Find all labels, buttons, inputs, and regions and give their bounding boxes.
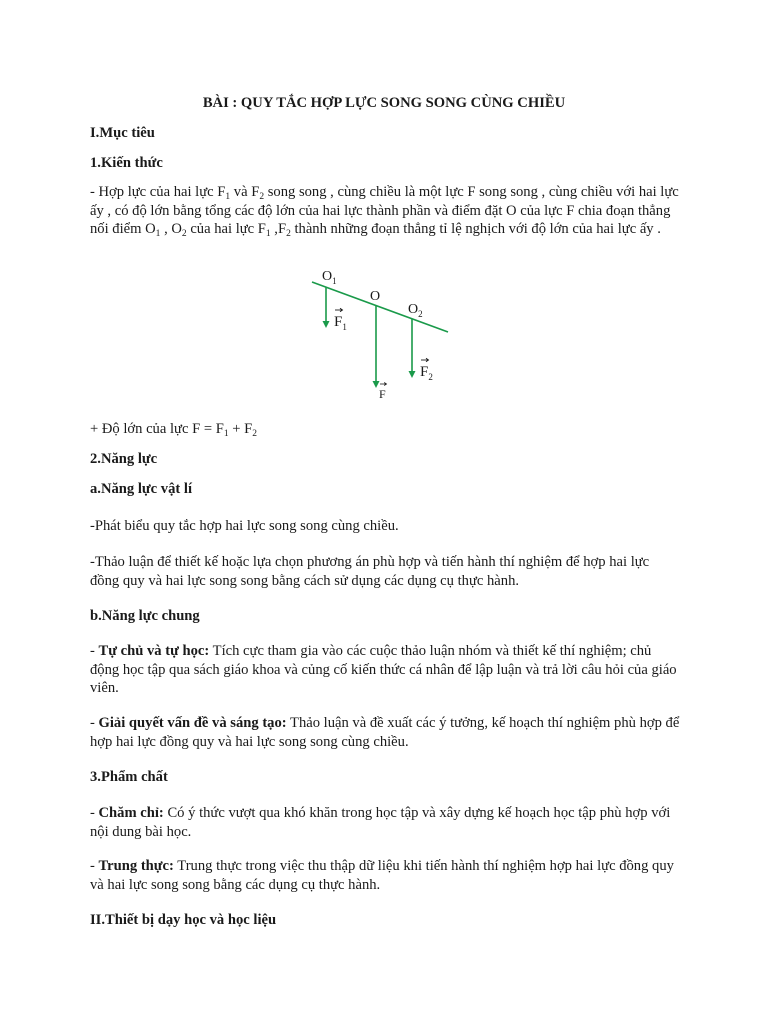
svg-text:F2: $F_2$: [420, 364, 433, 382]
svg-text:F1: $F_1$: [334, 314, 347, 332]
physics-competence-heading: a.Năng lực vật lí: [90, 481, 192, 497]
general-competence-heading: b.Năng lực chung: [90, 608, 200, 624]
section-objectives-heading: I.Mục tiêu: [90, 125, 155, 141]
physics-competence-item-1: -Phát biểu quy tắc hợp hai lực song song cùng chiều.: [90, 518, 399, 534]
label-o: O: [370, 289, 381, 304]
diligence-item: - Chăm chỉ: Có ý thức vượt qua khó khăn trong học tập và xây dựng kế hoạch học tập phù hợp với nội dung bài học.: [90, 805, 671, 840]
label-f1: [334, 308, 347, 332]
self-study-item: - Tự chủ và tự học: Tích cực tham gia vào các cuộc thảo luận nhóm và thiết kế thí nghiệm; chủ động học tập qua sách giáo khoa và củng cố kiến thức cá nhân để lập luận và trả lời câu hỏi của giáo viên.: [90, 643, 677, 696]
label-f: [379, 383, 387, 402]
lesson-title: BÀI : QUY TẮC HỢP LỰC SONG SONG CÙNG CHIỀU: [202, 95, 566, 111]
parallel-forces-diagram: [304, 266, 464, 406]
qualities-heading: 3.Phẩm chất: [90, 769, 168, 785]
knowledge-paragraph: - Hợp lực của hai lực $F_1$ và $F_2$ song song , cùng chiều là một lực F song song , cùng chiều với hai lực ấy , có độ lớn bằng tổng các độ lớn của hai lực thành phần và điểm đặt O của lực F chia đoạn thẳng nối điểm $O_1$ , $O_2$ của hai lực $F_1$ $,F_2$ thành những đoạn thẳng tỉ lệ nghịch với độ lớn của hai lực ấy .: [90, 184, 679, 239]
physics-competence-item-2: -Thảo luận để thiết kế hoặc lựa chọn phương án phù hợp và tiến hành thí nghiệm để hợp hai lực đồng quy và hai lực song song bằng cách sử dụng các dụng cụ thực hành.: [90, 554, 650, 589]
magnitude-formula: + Độ lớn của lực $F = F_1 + F_2$: [90, 421, 257, 439]
label-o1: $O_1$: [322, 269, 337, 286]
label-o2: $O_2$: [408, 302, 423, 319]
problem-solving-item: - Giải quyết vấn đề và sáng tạo: Thảo luận và đề xuất các ý tưởng, kế hoạch thí nghiệm phù hợp để hợp hai lực đồng quy và hai lực song song cùng chiều.: [90, 715, 680, 750]
section-equipment-heading: II.Thiết bị dạy học và học liệu: [90, 912, 277, 928]
knowledge-heading: 1.Kiến thức: [90, 155, 163, 171]
honesty-item: - Trung thực: Trung thực trong việc thu thập dữ liệu khi tiến hành thí nghiệm hợp hai lực đồng quy và hai lực song song bằng các dụng cụ thực hành.: [90, 858, 674, 893]
competence-heading: 2.Năng lực: [90, 451, 158, 467]
svg-text:F: F: [379, 387, 386, 401]
label-f2: [420, 358, 433, 382]
